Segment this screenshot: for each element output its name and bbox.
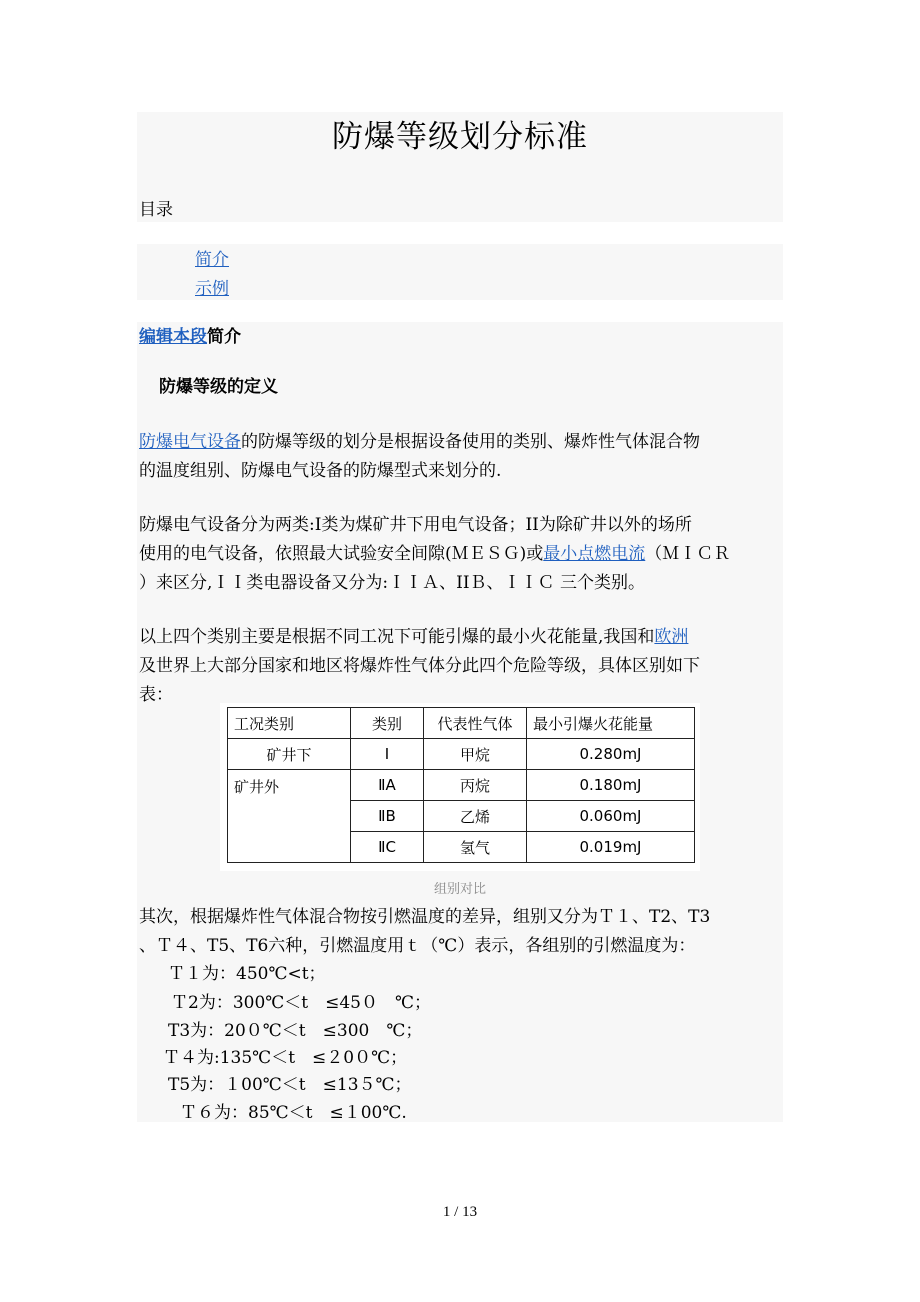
table-cell: I (351, 739, 424, 770)
p2-line2-post: （ＭＩＣＲ (645, 544, 731, 564)
toc-item-intro[interactable]: 简介 (195, 250, 229, 270)
paragraph-2 (139, 511, 779, 598)
table-cell: ⅡB (351, 801, 424, 832)
table-cell: 丙烷 (424, 770, 527, 801)
table-caption: 组别对比 (433, 882, 486, 897)
table-cell: 0.180mJ (527, 770, 695, 801)
page-title: 防爆等级划分标准 (332, 119, 588, 155)
toc-label: 目录 (139, 200, 173, 220)
temp-group-t6: Ｔ６为：85℃＜t ≤１00℃. (180, 1103, 407, 1123)
table-row (228, 739, 695, 770)
edit-section-link[interactable]: 编辑本段 (139, 327, 207, 347)
table-header-cell: 工况类别 (228, 708, 351, 739)
subheading: 防爆等级的定义 (159, 377, 278, 397)
temp-line2: 、Ｔ４、T5、T6六种，引燃温度用ｔ（℃）表示，各组别的引燃温度为： (139, 936, 696, 956)
table-cell: 氢气 (424, 832, 527, 863)
table-cell: 矿井下 (228, 739, 351, 770)
p3-line1-pre: 以上四个类别主要是根据不同工况下可能引爆的最小火花能量,我国和 (139, 627, 655, 647)
europe-link[interactable]: 欧洲 (654, 627, 689, 647)
table-cell: ⅡA (351, 770, 424, 801)
toc-list (195, 246, 229, 304)
group-table-image (220, 703, 700, 871)
table-header-cell: 最小引爆火花能量 (527, 708, 695, 739)
p1-line2: 的温度组别、防爆电气设备的防爆型式来划分的. (139, 461, 502, 481)
table-row (228, 770, 695, 801)
p2-line1: 防爆电气设备分为两类:I类为煤矿井下用电气设备；II为除矿井以外的场所 (139, 515, 692, 535)
temp-group-t2: Ｔ2为：300℃＜t ≤45０ ℃； (171, 993, 432, 1013)
paragraph-3 (139, 623, 779, 710)
table-cell: 0.019mJ (527, 832, 695, 863)
page-indicator: 1 / 13 (442, 1204, 478, 1220)
section-heading (139, 323, 241, 352)
table-cell: 甲烷 (424, 739, 527, 770)
temp-group-t3: T3为：20０℃＜t ≤300 ℃； (168, 1021, 423, 1041)
table-cell: 乙烯 (424, 801, 527, 832)
group-comparison-table (227, 707, 695, 863)
table-header-cell: 代表性气体 (424, 708, 527, 739)
p3-line3: 表： (139, 685, 173, 705)
temp-group-t4: Ｔ４为:135℃＜t ≤２0０℃； (163, 1048, 408, 1068)
temperature-intro (139, 903, 779, 961)
table-header-row (228, 708, 695, 739)
p3-line2: 及世界上大部分国家和地区将爆炸性气体分此四个危险等级，具体区别如下 (139, 656, 700, 676)
temp-line1: 其次，根据爆炸性气体混合物按引燃温度的差异，组别又分为Ｔ１、T2、T3 (139, 907, 711, 927)
toc-band (137, 244, 783, 300)
table-cell: 0.060mJ (527, 801, 695, 832)
p2-line3: ）来区分,ＩＩ类电器设备又分为:ＩＩＡ、IIＢ、ＩＩＣ 三个类别。 (139, 573, 645, 593)
paragraph-1 (139, 428, 779, 486)
min-ignition-current-link[interactable]: 最小点燃电流 (543, 544, 646, 564)
toc-item-example[interactable]: 示例 (195, 279, 229, 299)
section-heading-text: 简介 (207, 327, 241, 347)
table-header-cell: 类别 (351, 708, 424, 739)
table-cell: ⅡC (351, 832, 424, 863)
table-cell: 0.280mJ (527, 739, 695, 770)
temp-group-t1: Ｔ１为：450℃<t； (168, 964, 326, 984)
p1-text: 的防爆等级的划分是根据设备使用的类别、爆炸性气体混合物 (241, 432, 700, 452)
temp-group-t5: T5为：１00℃＜t ≤13５℃； (168, 1075, 412, 1095)
p2-line2-pre: 使用的电气设备，依照最大试验安全间隙(ＭＥＳＧ)或 (139, 544, 544, 564)
table-cell: 矿井外 (228, 770, 351, 863)
explosion-proof-equipment-link[interactable]: 防爆电气设备 (139, 432, 241, 452)
